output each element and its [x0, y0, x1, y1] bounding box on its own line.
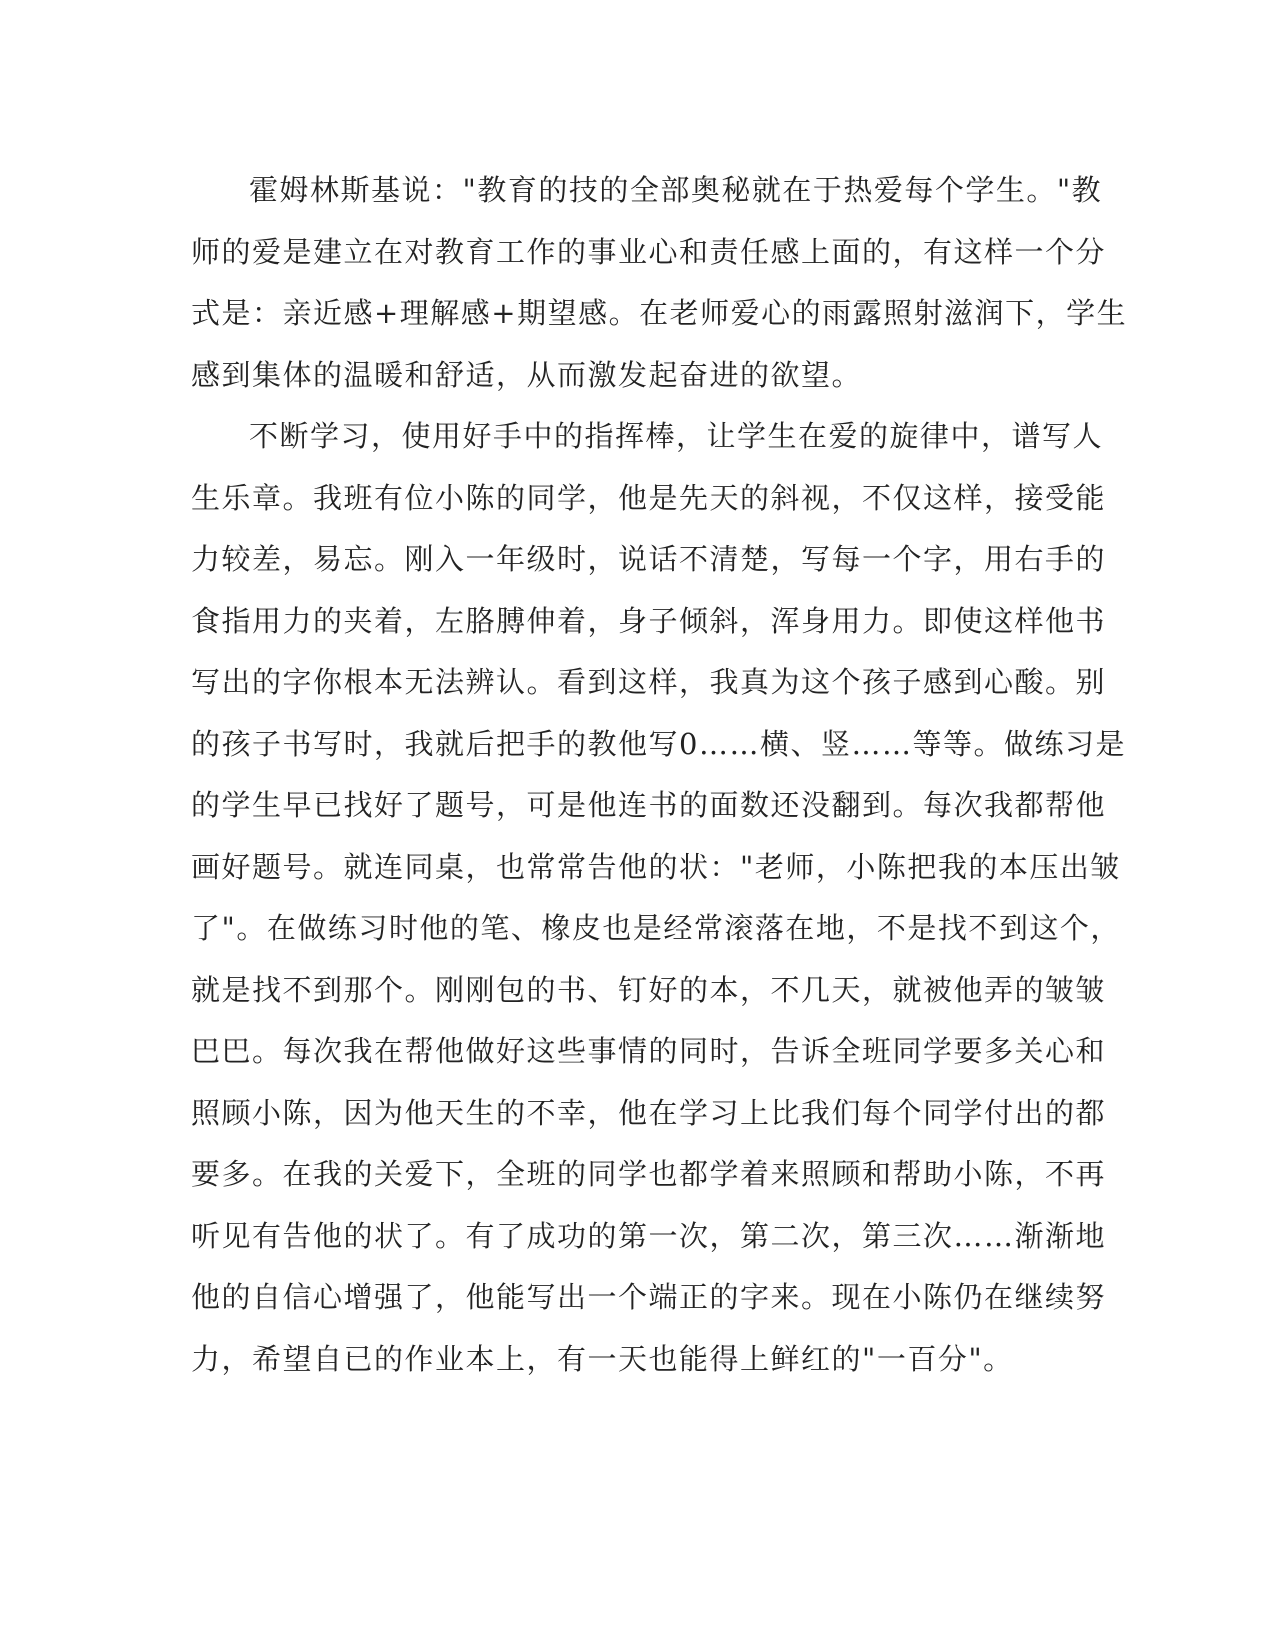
paragraph-line: 他的自信心增强了，他能写出一个端正的字来。现在小陈仍在继续努: [191, 1280, 1107, 1314]
paragraph-line: 不断学习，使用好手中的指挥棒，让学生在爱的旋律中，谱写人: [249, 419, 1104, 453]
paragraph-line: 师的爱是建立在对教育工作的事业心和责任感上面的，有这样一个分: [191, 234, 1107, 269]
paragraph-line: 式是：亲近感+理解感+期望感。在老师爱心的雨露照射滋润下，学生: [191, 296, 1128, 330]
paragraph-line: 写出的字你根本无法辨认。看到这样，我真为这个孩子感到心酸。别: [191, 665, 1107, 699]
paragraph-line: 巴巴。每次我在帮他做好这些事情的同时，告诉全班同学要多关心和: [191, 1034, 1107, 1068]
paragraph-line: 要多。在我的关爱下，全班的同学也都学着来照顾和帮助小陈，不再: [191, 1157, 1107, 1191]
paragraph-line: 霍姆林斯基说："教育的技的全部奥秘就在于热爱每个学生。"教: [249, 173, 1103, 207]
paragraph-line: 的学生早已找好了题号，可是他连书的面数还没翻到。每次我都帮他: [191, 788, 1107, 822]
paragraph-line: 力，希望自已的作业本上，有一天也能得上鲜红的"一百分"。: [191, 1341, 1014, 1376]
paragraph-2: [191, 406, 1126, 1390]
paragraph-line: 照顾小陈，因为他天生的不幸，他在学习上比我们每个同学付出的都: [191, 1095, 1107, 1130]
paragraph-line: 生乐章。我班有位小陈的同学，他是先天的斜视，不仅这样，接受能: [191, 480, 1107, 515]
paragraph-line: 画好题号。就连同桌，也常常告他的状："老师，小陈把我的本压出皱: [191, 849, 1121, 884]
paragraph-line: 食指用力的夹着，左胳膊伸着，身子倾斜，浑身用力。即使这样他书: [191, 603, 1107, 638]
body-text: [191, 160, 1128, 1390]
paragraph-1: [191, 160, 1128, 406]
paragraph-line: 感到集体的温暖和舒适，从而激发起奋进的欲望。: [191, 357, 863, 392]
paragraph-line: 就是找不到那个。刚刚包的书、钉好的本，不几天，就被他弄的皱皱: [191, 972, 1107, 1007]
paragraph-line: 了"。在做练习时他的笔、橡皮也是经常滚落在地，不是找不到这个，: [191, 911, 1121, 945]
paragraph-line: 力较差，易忘。刚入一年级时，说话不清楚，写每一个字，用右手的: [191, 542, 1107, 576]
paragraph-line: 的孩子书写时，我就后把手的教他写0……横、竖……等等。做练习是: [191, 726, 1126, 761]
paragraph-line: 听见有告他的状了。有了成功的第一次，第二次，第三次……渐渐地: [191, 1218, 1107, 1253]
